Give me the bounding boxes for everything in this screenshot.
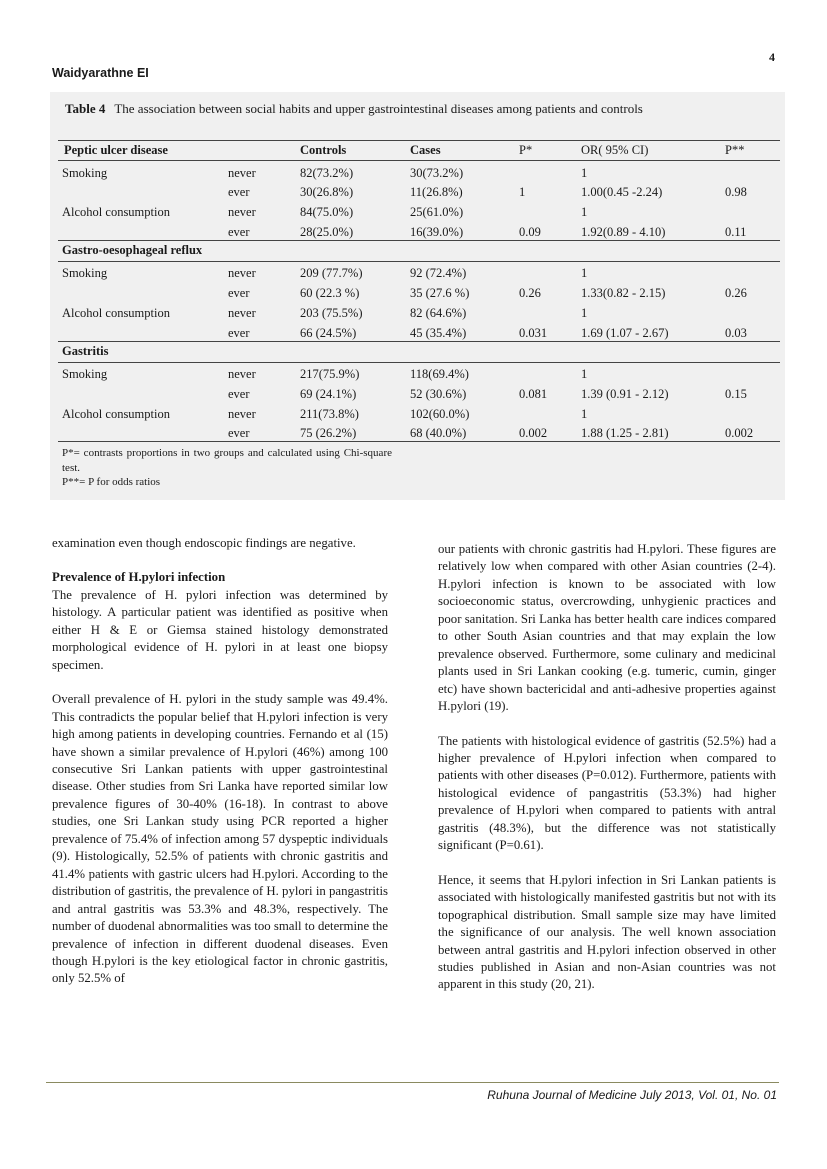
journal-citation: Ruhuna Journal of Medicine July 2013, Vol. 01, No. 01 [487, 1088, 777, 1102]
table-cell: 28(25.0%) [300, 224, 354, 239]
table-cell: Alcohol consumption [62, 205, 170, 220]
table-cell: 30(26.8%) [300, 185, 354, 200]
table-cell: 82 (64.6%) [410, 305, 467, 320]
section-heading: Prevalence of H.pylori infection [52, 570, 226, 585]
table-cell [721, 161, 780, 181]
table-cell: ever [228, 325, 250, 340]
table-cell: 66 (24.5%) [300, 325, 357, 340]
section-header-row [58, 341, 780, 362]
section-title: Gastro-oesophageal reflux [58, 240, 780, 261]
table-cell [721, 301, 780, 321]
table-cell: 0.26 [725, 286, 747, 301]
table-cell: 1.92(0.89 - 4.10) [581, 224, 666, 239]
table-cell: 0.03 [725, 325, 747, 340]
table-cell: Smoking [62, 165, 108, 180]
table-cell: 1 [581, 305, 588, 320]
table-cell: 0.002 [515, 422, 577, 442]
table-cell: 102(60.0%) [410, 406, 470, 421]
table-row [58, 261, 780, 281]
section-title: Gastritis [58, 341, 780, 362]
table-cell [58, 422, 224, 442]
table-cell: 52 (30.6%) [410, 386, 467, 401]
table-cell: ever [228, 386, 250, 401]
section-header-row [58, 240, 780, 261]
table-cell: 1 [581, 367, 588, 382]
table-row [58, 321, 780, 341]
table-cell: never [228, 165, 256, 180]
table-cell [515, 200, 577, 220]
table-cell: 0.002 [721, 422, 780, 442]
table-cell [515, 161, 577, 181]
table-cell [515, 301, 577, 321]
table-cell: 211(73.8%) [300, 406, 359, 421]
table-row [58, 281, 780, 301]
table-cell: 0.081 [519, 386, 548, 401]
table-cell: 60 (22.3 %) [300, 286, 360, 301]
table-cell: Smoking [62, 367, 108, 382]
left-column [52, 535, 388, 988]
table-cell: 75 (26.2%) [296, 422, 406, 442]
header-cell: P** [721, 141, 780, 161]
table-cell: 82(73.2%) [300, 165, 354, 180]
table-row [58, 161, 780, 181]
paragraph: examination even though endoscopic findings are negative. [52, 536, 356, 550]
running-head-author: Waidyarathne EI [52, 66, 149, 80]
table-cell: 0.11 [725, 224, 747, 239]
footer-rule [46, 1082, 779, 1083]
table-row [58, 301, 780, 321]
table-cell: 1.69 (1.07 - 2.67) [581, 325, 669, 340]
table-cell: 203 (75.5%) [300, 305, 363, 320]
table-cell: Smoking [62, 266, 108, 281]
table-cell [515, 402, 577, 422]
table-row [58, 200, 780, 220]
association-table [58, 140, 780, 442]
table-cell: never [228, 406, 256, 421]
right-column [438, 541, 776, 994]
table-cell: Alcohol consumption [62, 305, 170, 320]
table-cell: 0.031 [519, 325, 548, 340]
table-cell: never [228, 367, 256, 382]
table-cell [721, 200, 780, 220]
table-cell: 1.39 (0.91 - 2.12) [581, 386, 669, 401]
table-note: P**= P for odds ratios [62, 476, 161, 488]
table-cell [58, 181, 224, 201]
table-cell: 35 (27.6 %) [410, 286, 470, 301]
header-cell [224, 141, 296, 161]
table-caption [65, 101, 643, 117]
table-cell: 1 [519, 185, 526, 200]
table-row [58, 181, 780, 201]
header-cell: Peptic ulcer disease [58, 141, 224, 161]
table-cell: 217(75.9%) [300, 367, 360, 382]
table-cell [721, 362, 780, 382]
table-cell: 84(75.0%) [300, 205, 354, 220]
table-row [58, 382, 780, 402]
table-cell: 25(61.0%) [410, 205, 464, 220]
table-cell: 11(26.8%) [410, 185, 463, 200]
table-cell: never [228, 205, 256, 220]
table-row [58, 362, 780, 382]
table-cell [58, 382, 224, 402]
page-number: 4 [769, 50, 775, 64]
paragraph: Hence, it seems that H.pylori infection in Sri Lankan patients is associated with histologically manifested gastritis but not with its topographical distribution. Small sample size may have limited the significance of our analysis. The well known association between antral gastritis and H.pylori infection observed in other studies published in Asian and non-Asian countries was not apparent in this study (20, 21). [438, 872, 776, 992]
table-cell: ever [228, 185, 250, 200]
table-row [58, 422, 780, 442]
table-cell [721, 261, 780, 281]
table-cell [515, 362, 577, 382]
table-cell: 1 [581, 266, 588, 281]
table-cell: 209 (77.7%) [300, 266, 363, 281]
table-cell: ever [228, 286, 250, 301]
table-cell [721, 402, 780, 422]
table-cell: Alcohol consumption [62, 406, 170, 421]
table-cell: ever [228, 224, 250, 239]
table-cell: never [228, 305, 256, 320]
paragraph: Overall prevalence of H. pylori in the study sample was 49.4%. This contradicts the popular belief that H.pylori infection is very high among patients in developing countries. Fernando et al (15) have shown a similar prevalence of H.pylori (46%) among 100 consecutive Sri Lankan patients with upper gastrointestinal disease. Other studies from Sri Lanka have reported similar low prevalence figures of 30-40% (16-18). In contrast to above studies, one Sri Lankan study using PCR reported a higher prevalence of 75.4% of infection among 57 dyspeptic individuals (9). Histologically, 52.5% of patients with chronic gastritis and 41.4% patients with gastric ulcers had H.pylori. According to the distribution of gastritis, the prevalence of H. pylori in pangastritis and antral gastritis was 53.3% and 48.3%, respectively. The number of duodenal abnormalities was too small to determine the prevalence of infection in different duodenal diseases. Even though H.pylori is the key etiological factor in chronic gastritis, only 52.5% of [52, 692, 388, 986]
table-note: P*= contrasts proportions in two groups and calculated using Chi-square test. [62, 447, 392, 474]
table-row [58, 402, 780, 422]
table-cell [58, 321, 224, 341]
table-cell: ever [224, 422, 296, 442]
header-cell: P* [515, 141, 577, 161]
table-cell [515, 261, 577, 281]
table-cell: 1 [581, 165, 588, 180]
table-header-row [58, 141, 780, 161]
header-cell: Controls [296, 141, 406, 161]
table-cell: 69 (24.1%) [300, 386, 357, 401]
table-cell: 16(39.0%) [410, 224, 464, 239]
table-cell: 0.98 [725, 185, 747, 200]
paragraph: The patients with histological evidence of gastritis (52.5%) had a higher prevalence of H.pylori infection when compared to patients with other diseases (P=0.012). Furthermore, patients with histological evidence of pangastritis (53.3%) had higher prevalence of H.pylori when compared to patients with antral gastritis (48.3%), but the difference was not statistically significant (P=0.61). [438, 733, 776, 853]
table-cell: 92 (72.4%) [410, 266, 467, 281]
table-cell: 1 [581, 205, 588, 220]
header-cell: OR( 95% CI) [577, 141, 721, 161]
table-cell: 0.26 [519, 286, 541, 301]
header-cell: Cases [406, 141, 515, 161]
table-cell: 0.15 [725, 386, 747, 401]
paragraph: our patients with chronic gastritis had H.pylori. These figures are relatively low when compared with other Asian countries (2-4). H.pylori infection is known to be associated with low socioeconomic status, overcrowding, unhygienic practices and poor sanitation. Sri Lanka has better health care indices compared to other South Asian countries and that may explain the low prevalence observed. Furthermore, some culinary and medicinal plants used in Sri Lankan cooking (e.g. tumeric, cumin, ginger etc) have shown bactericidal and anti-adhesive properties against H.pylori (19). [438, 542, 776, 714]
table-cell: never [228, 266, 256, 281]
table-caption-text: The association between social habits and upper gastrointestinal diseases among patients and controls [114, 101, 643, 116]
table-cell: 1.88 (1.25 - 2.81) [577, 422, 721, 442]
table-cell: 1.00(0.45 -2.24) [581, 185, 663, 200]
table-row [58, 220, 780, 240]
table-cell: 1 [581, 406, 588, 421]
table-cell [58, 281, 224, 301]
table-notes [62, 446, 392, 490]
table-cell: 0.09 [519, 224, 541, 239]
table-cell: 68 (40.0%) [406, 422, 515, 442]
table-cell: 30(73.2%) [410, 165, 464, 180]
table-cell [58, 220, 224, 240]
paragraph: The prevalence of H. pylori infection was determined by histology. A particular patient was identified as positive when either H & E or Giemsa stained histology demonstrated morphological evidence of H. pylori in at least one biopsy specimen. [52, 587, 388, 672]
table-label: Table 4 [65, 101, 106, 116]
table-cell: 118(69.4%) [410, 367, 469, 382]
table-cell: 1.33(0.82 - 2.15) [581, 286, 666, 301]
table-cell: 45 (35.4%) [410, 325, 467, 340]
